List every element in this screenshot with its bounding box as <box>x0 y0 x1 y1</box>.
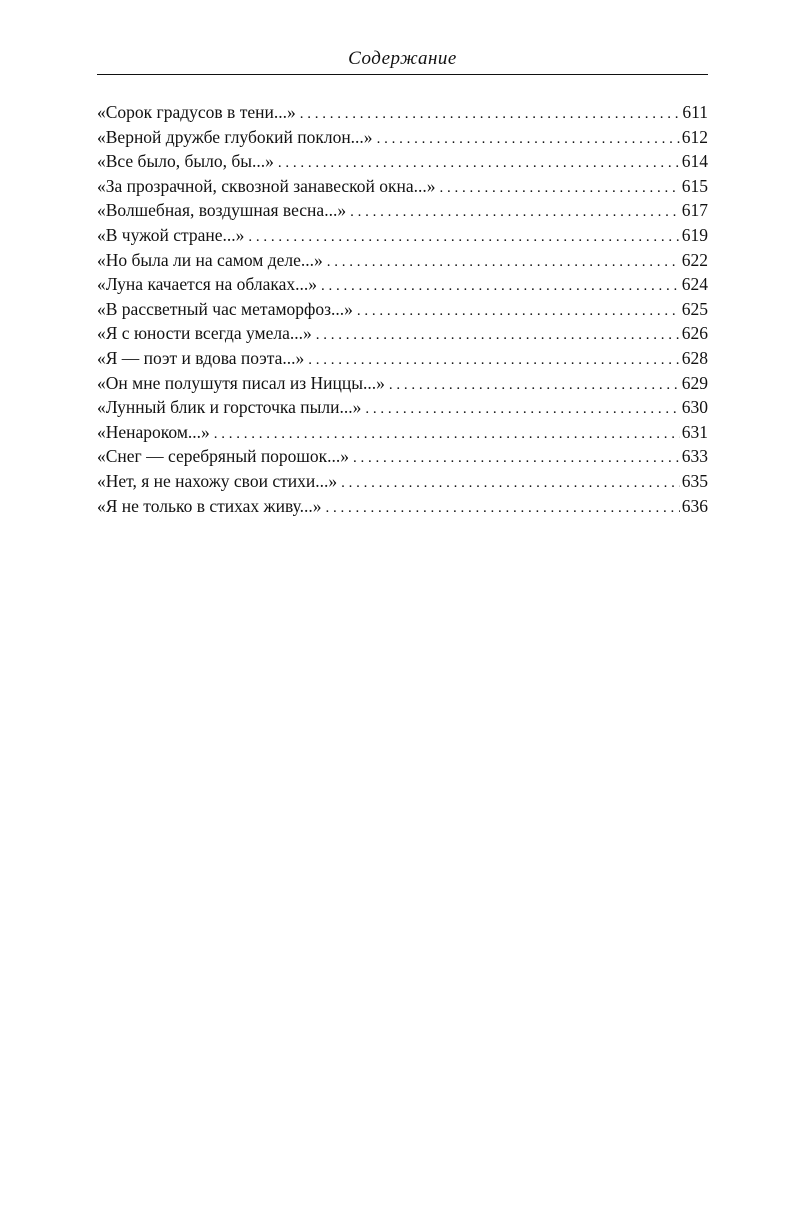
toc-entry-page: 624 <box>681 274 708 295</box>
toc-entry-title: «Я — поэт и вдова поэта...» <box>97 347 305 368</box>
toc-entry-page: 614 <box>681 151 708 172</box>
toc-entry-title: «Я не только в стихах живу...» <box>97 495 322 516</box>
toc-entry <box>97 272 708 297</box>
toc-entry-page: 630 <box>681 397 708 418</box>
table-of-contents <box>97 100 708 518</box>
toc-entry <box>97 469 708 494</box>
toc-entry <box>97 223 708 248</box>
toc-entry-title: «За прозрачной, сквозной занавеской окна...» <box>97 175 436 196</box>
dot-leader <box>357 299 680 322</box>
toc-entry <box>97 494 708 519</box>
toc-entry <box>97 100 708 125</box>
toc-entry-page: 629 <box>681 372 708 393</box>
toc-entry-page: 615 <box>681 175 708 196</box>
toc-entry <box>97 149 708 174</box>
toc-entry <box>97 198 708 223</box>
dot-leader <box>377 127 680 150</box>
toc-entry-page: 619 <box>681 224 708 245</box>
toc-entry-title: «Лунный блик и горсточка пыли...» <box>97 397 362 418</box>
toc-entry-page: 633 <box>681 446 708 467</box>
toc-entry-title: «В рассветный час метаморфоз...» <box>97 298 353 319</box>
dot-leader <box>316 323 680 346</box>
toc-entry <box>97 444 708 469</box>
toc-entry-page: 635 <box>681 470 708 491</box>
dot-leader <box>353 446 680 469</box>
toc-entry-title: «Снег — серебряный порошок...» <box>97 446 350 467</box>
toc-entry <box>97 346 708 371</box>
header-rule <box>97 74 708 75</box>
toc-entry-page: 617 <box>681 200 708 221</box>
toc-entry-title: «Он мне полушутя писал из Ниццы...» <box>97 372 385 393</box>
toc-entry <box>97 371 708 396</box>
toc-entry-page: 628 <box>681 347 708 368</box>
dot-leader <box>300 102 681 125</box>
dot-leader <box>248 225 679 248</box>
toc-entry-page: 612 <box>681 126 708 147</box>
toc-entry-title: «Луна качается на облаках...» <box>97 274 317 295</box>
toc-entry-title: «Сорок градусов в тени...» <box>97 102 296 122</box>
toc-entry-title: «Волшебная, воздушная весна...» <box>97 200 347 221</box>
toc-entry-title: «Верной дружбе глубокий поклон...» <box>97 126 373 147</box>
toc-entry-page: 626 <box>681 323 708 344</box>
dot-leader <box>341 471 680 494</box>
running-head: Содержание <box>348 48 457 69</box>
toc-entry-title: «Все было, было, бы...» <box>97 151 274 172</box>
toc-entry-title: «Ненароком...» <box>97 421 210 442</box>
toc-entry <box>97 321 708 346</box>
dot-leader <box>308 348 679 371</box>
dot-leader <box>278 151 680 174</box>
dot-leader <box>214 422 680 445</box>
toc-entry-page: 611 <box>682 102 708 122</box>
toc-entry-title: «В чужой стране...» <box>97 224 245 245</box>
dot-leader <box>365 397 679 420</box>
dot-leader <box>350 200 680 223</box>
toc-entry <box>97 297 708 322</box>
dot-leader <box>440 176 680 199</box>
toc-entry-page: 631 <box>681 421 708 442</box>
toc-entry-title: «Я с юности всегда умела...» <box>97 323 312 344</box>
toc-entry-title: «Но была ли на самом деле...» <box>97 249 323 270</box>
toc-entry <box>97 125 708 150</box>
toc-entry <box>97 248 708 273</box>
toc-entry-page: 622 <box>681 249 708 270</box>
toc-entry-page: 636 <box>681 495 708 516</box>
toc-entry <box>97 395 708 420</box>
toc-entry-page: 625 <box>681 298 708 319</box>
toc-entry <box>97 420 708 445</box>
dot-leader <box>389 373 680 396</box>
dot-leader <box>321 274 680 297</box>
dot-leader <box>327 250 680 273</box>
dot-leader <box>326 496 680 519</box>
toc-entry-title: «Нет, я не нахожу свои стихи...» <box>97 470 338 491</box>
toc-entry <box>97 174 708 199</box>
